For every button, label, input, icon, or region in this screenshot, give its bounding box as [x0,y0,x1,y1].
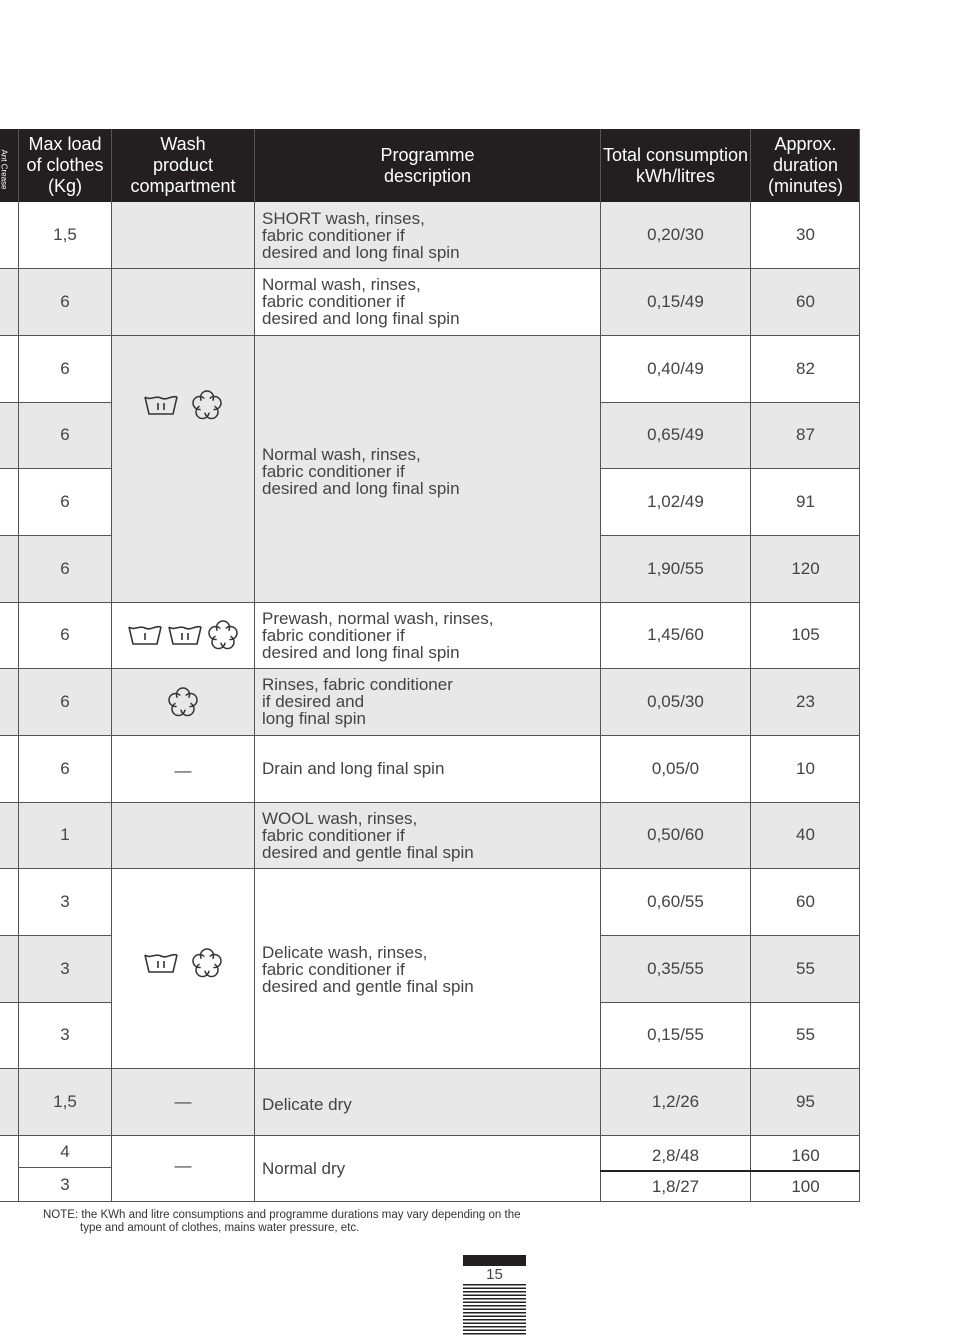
footnote [43,1209,521,1235]
consumption-cell: 1,2/26 [601,1068,750,1135]
cut-cell [0,868,18,935]
fabric-softener-icon [167,686,199,718]
grid-line [0,268,860,269]
duration-cell: 23 [751,668,860,735]
cut-cell [0,1068,18,1135]
grid-line [19,1167,111,1168]
duration-cell: 60 [751,268,860,335]
load-cell: 3 [19,935,111,1002]
load-cell: 6 [19,268,111,335]
load-cell: 6 [19,602,111,668]
load-cell: 6 [19,402,111,468]
load-cell: 6 [19,335,111,402]
load-cell: 6 [19,468,111,535]
duration-cell: 95 [751,1068,860,1135]
consumption-cell: 0,20/30 [601,202,750,268]
consumption-cell: 0,40/49 [601,335,750,402]
duration-cell: 55 [751,1002,860,1068]
load-cell: 3 [19,1168,111,1202]
programme-description: WOOL wash, rinses, fabric conditioner if desired and gentle final spin [255,802,600,868]
grid-line [600,468,860,469]
grid-line [0,1201,860,1202]
duration-cell: 120 [751,535,860,602]
load-cell: 1 [19,802,111,868]
cut-cell [0,602,18,668]
load-cell: 4 [19,1135,111,1168]
grid-line [600,129,601,1202]
grid-line [0,402,112,403]
cut-cell [0,1135,18,1202]
consumption-cell: 0,05/30 [601,668,750,735]
load-cell: 1,5 [19,1068,111,1135]
load-cell: 3 [19,868,111,935]
duration-cell: 82 [751,335,860,402]
consumption-cell: 0,60/55 [601,868,750,935]
programme-description: Normal wash, rinses, fabric conditioner if desired and long final spin [255,335,600,602]
consumption-header: Total consumption kWh/litres [601,129,750,202]
compartment-cell-wool [112,802,254,868]
grid-line [600,1170,860,1172]
compartment-cell-delicate [112,868,254,1068]
cut-cell [0,402,18,468]
cut-cell [0,202,18,268]
duration-cell: 40 [751,802,860,868]
cut-label: Ant Crease [0,149,9,190]
cut-cell [0,802,18,868]
fabric-softener-icon [191,947,223,979]
cut-cell [0,468,18,535]
cut-cell [0,935,18,1002]
compartment-cell-main [112,202,254,602]
programme-description: Rinses, fabric conditioner if desired and long final spin [255,668,600,735]
page-number-block [463,1255,526,1336]
grid-line [750,129,751,1202]
grid-line [600,402,860,403]
compartment-cell-delicate-dry: — [112,1068,254,1135]
grid-line [600,935,860,936]
cut-cell [0,668,18,735]
duration-cell: 100 [751,1171,860,1202]
grid-line [18,129,19,1202]
fabric-softener-icon [191,389,223,421]
cut-cell [0,535,18,602]
programme-description: Normal dry [255,1135,600,1202]
main-wash-icon [167,623,203,647]
grid-line [0,668,860,669]
grid-line [0,602,860,603]
grid-line [0,1002,112,1003]
load-cell: 6 [19,668,111,735]
main-wash-icon [143,951,179,975]
grid-line [0,468,112,469]
grid-line [600,1002,860,1003]
grid-line [0,868,860,869]
programme-description: Delicate dry [255,1068,600,1135]
grid-line [254,129,255,1202]
cut-cell [0,1002,18,1068]
grid-line [0,535,112,536]
cut-cell [0,735,18,802]
load-cell: 6 [19,535,111,602]
duration-cell: 55 [751,935,860,1002]
consumption-cell: 1,90/55 [601,535,750,602]
grid-line [0,1135,860,1136]
grid-line [111,129,112,1202]
programme-description: Normal wash, rinses, fabric conditioner if desired and long final spin [255,268,600,335]
consumption-cell: 0,05/0 [601,735,750,802]
duration-cell: 10 [751,735,860,802]
grid-line [0,935,112,936]
cut-cell [0,268,18,335]
footnote-line: type and amount of clothes, mains water pressure, etc. [80,1222,360,1234]
compartment-cell-normal-dry: — [112,1135,254,1202]
cut-column-header [0,129,18,202]
max-load-header: Max load of clothes (Kg) [19,129,111,202]
duration-cell: 160 [751,1135,860,1171]
programme-description: SHORT wash, rinses, fabric conditioner if desired and long final spin [255,202,600,268]
footnote-line: NOTE: the KWh and litre consumptions and programme durations may vary depending on the [43,1209,521,1221]
grid-line [0,802,860,803]
page-stripes [463,1284,526,1336]
grid-line [859,129,860,1202]
programme-description: Prewash, normal wash, rinses, fabric conditioner if desired and long final spin [255,602,600,668]
cut-cell [0,335,18,402]
load-cell: 3 [19,1002,111,1068]
programme-description: Delicate wash, rinses, fabric conditioner if desired and gentle final spin [255,868,600,1068]
duration-cell: 60 [751,868,860,935]
fabric-softener-icon [207,619,239,651]
page-number-bar [463,1255,526,1266]
load-cell: 1,5 [19,202,111,268]
consumption-cell: 1,02/49 [601,468,750,535]
programme-header: Programme description [255,129,600,202]
compartment-cell-prewash [112,602,254,668]
compartment-cell-rinses [112,668,254,735]
duration-cell: 87 [751,402,860,468]
prewash-icon [127,623,163,647]
consumption-cell: 0,50/60 [601,802,750,868]
grid-line [0,335,860,336]
programme-description: Drain and long final spin [255,735,600,802]
grid-line [0,1068,860,1069]
main-wash-icon [143,393,179,417]
consumption-cell: 1,8/27 [601,1171,750,1202]
duration-header: Approx. duration (minutes) [751,129,860,202]
page-number: 15 [486,1266,503,1283]
grid-line [0,735,860,736]
consumption-cell: 0,65/49 [601,402,750,468]
wash-product-header: Wash product compartment [112,129,254,202]
consumption-cell: 0,15/55 [601,1002,750,1068]
consumption-cell: 1,45/60 [601,602,750,668]
grid-line [600,535,860,536]
compartment-cell-drain: — [112,735,254,802]
consumption-cell: 2,8/48 [601,1135,750,1171]
consumption-cell: 0,15/49 [601,268,750,335]
consumption-cell: 0,35/55 [601,935,750,1002]
duration-cell: 105 [751,602,860,668]
duration-cell: 91 [751,468,860,535]
load-cell: 6 [19,735,111,802]
duration-cell: 30 [751,202,860,268]
